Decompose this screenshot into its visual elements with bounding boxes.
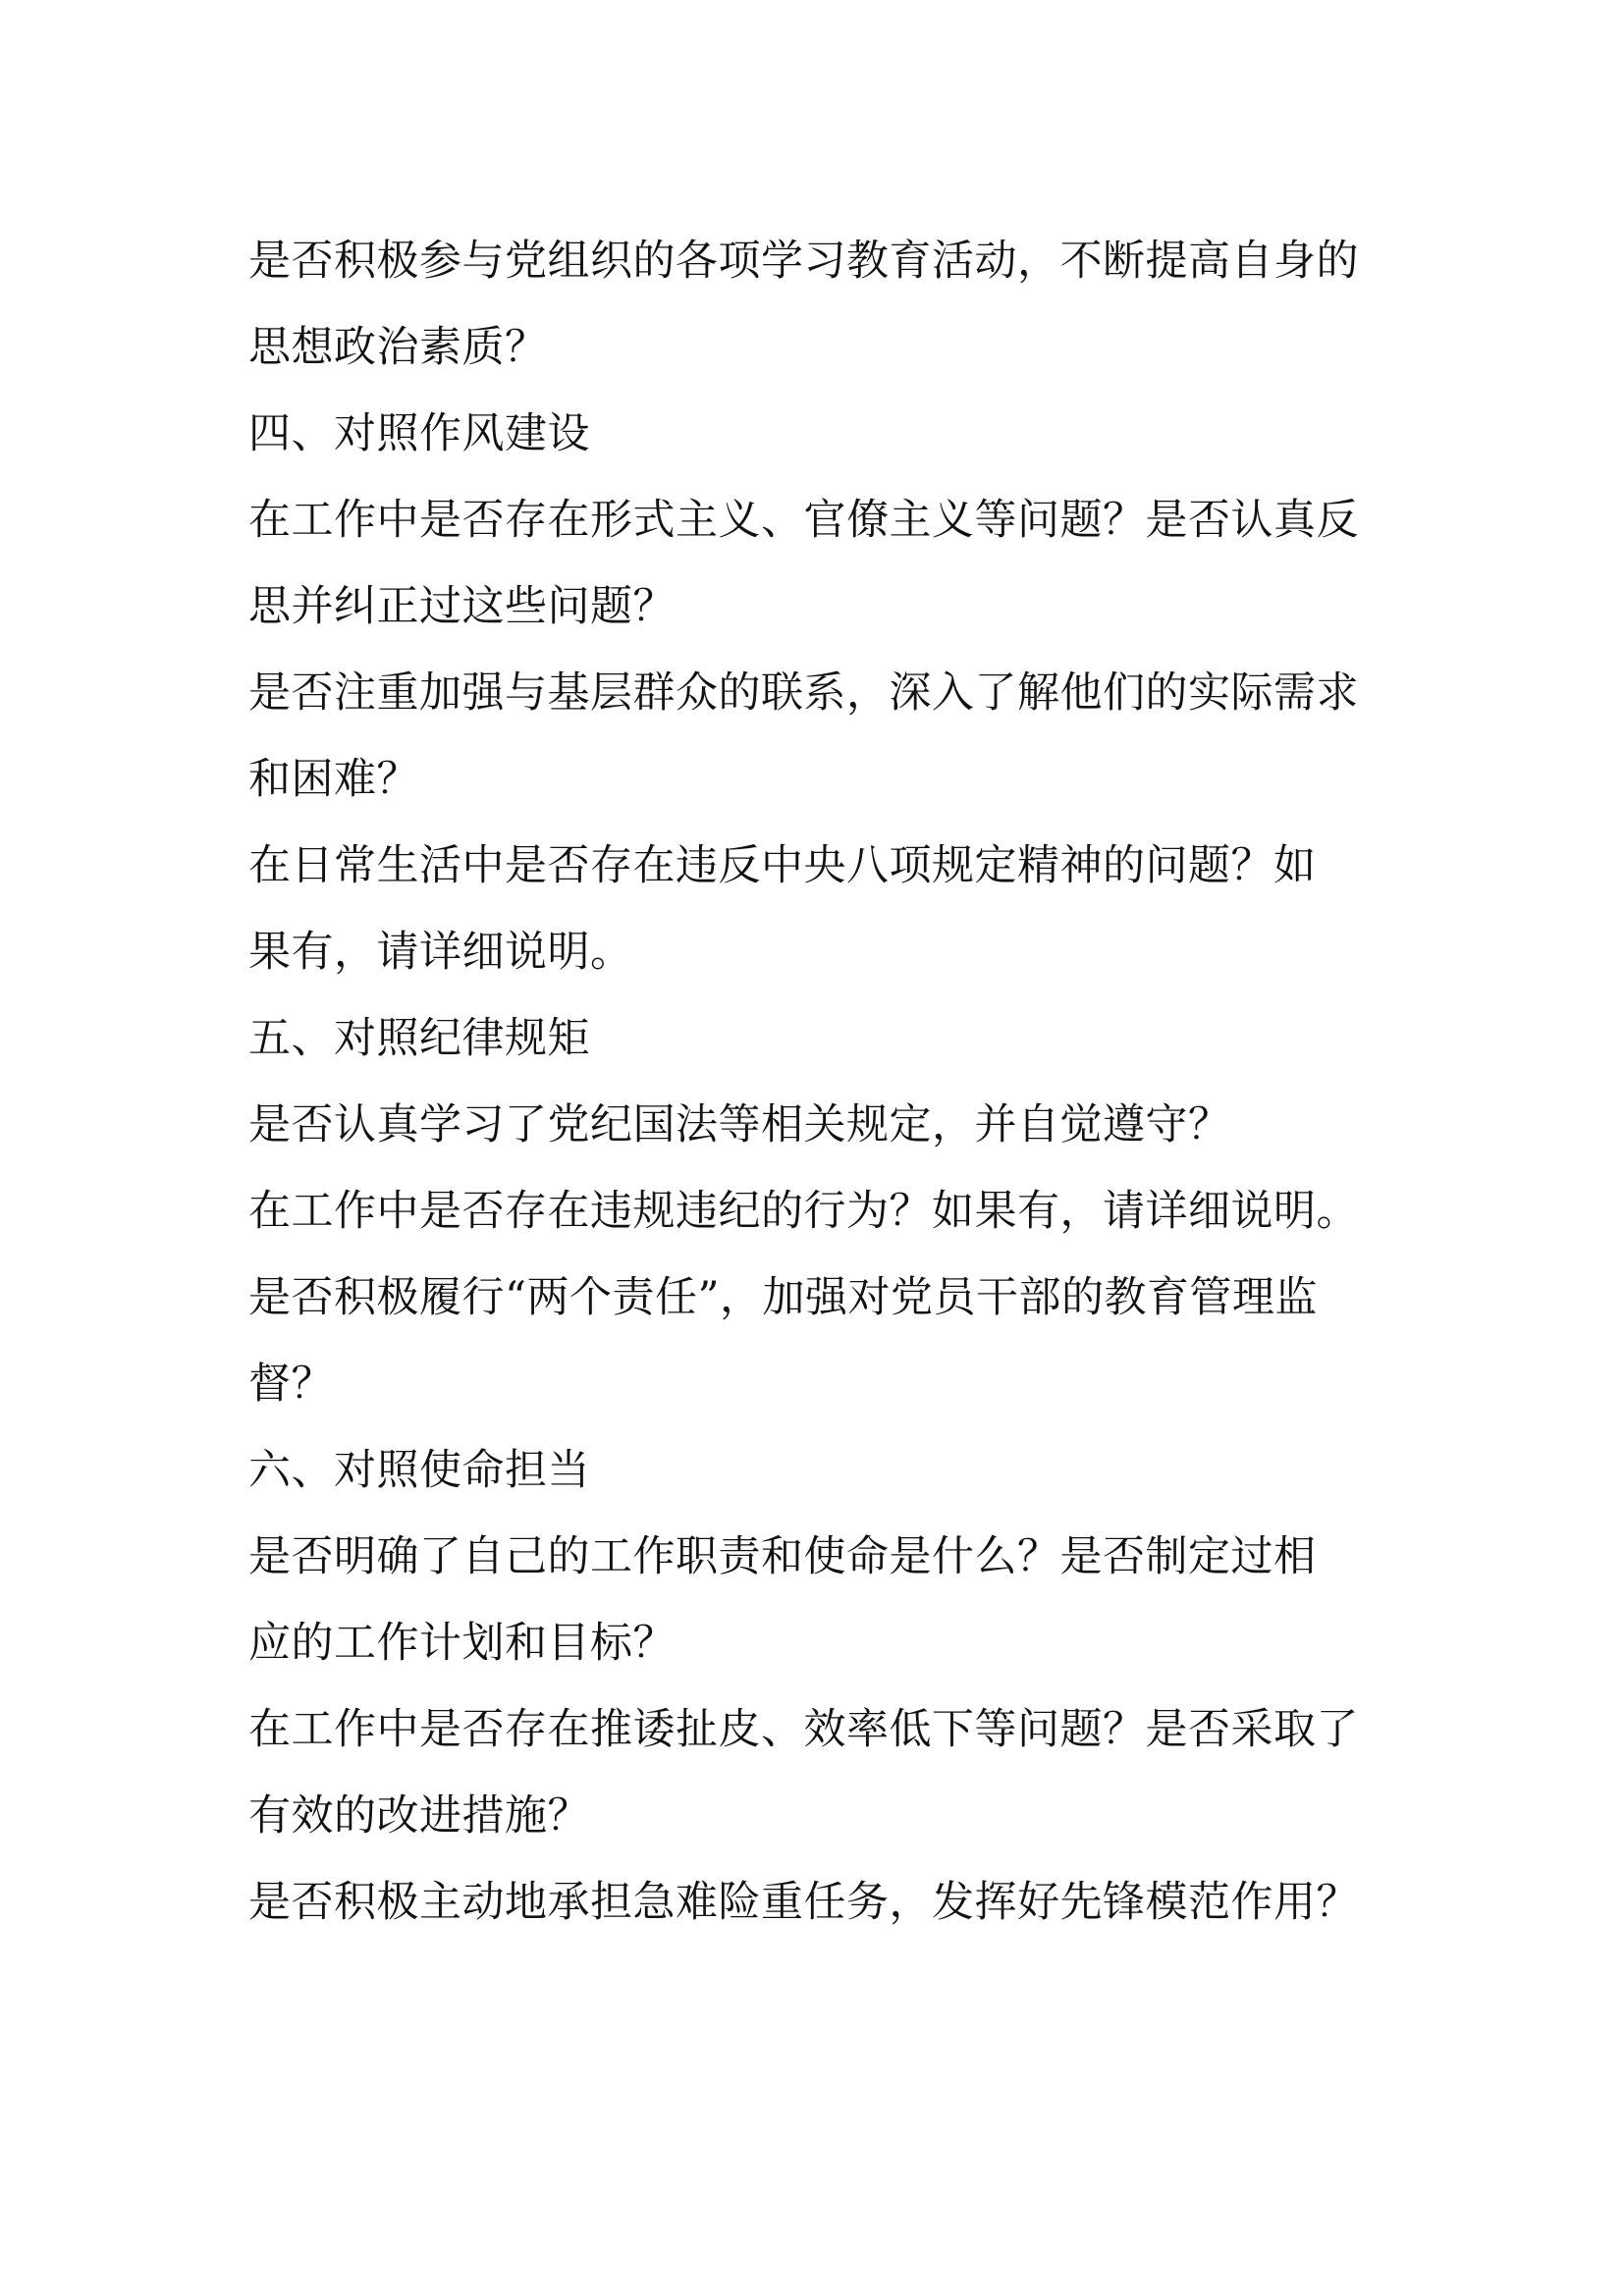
- document-body: [248, 218, 1397, 1946]
- paragraph-line: 是否积极履行“两个责任”，加强对党员干部的教育管理监: [248, 1273, 1318, 1322]
- paragraph-line: 在工作中是否存在推诿扯皮、效率低下等问题？是否采取了: [248, 1705, 1359, 1754]
- paragraph-line: 果有，请详细说明。: [248, 928, 633, 977]
- paragraph-line: 在工作中是否存在形式主义、官僚主义等问题？是否认真反: [248, 496, 1359, 545]
- section-heading: 四、对照作风建设: [248, 409, 590, 458]
- paragraph-line: 思想政治素质？: [248, 323, 548, 372]
- paragraph-line: 在工作中是否存在违规违纪的行为？如果有，请详细说明。: [248, 1187, 1359, 1236]
- paragraph-line: 督？: [248, 1360, 334, 1409]
- paragraph-line: 是否认真学习了党纪国法等相关规定，并自觉遵守？: [248, 1100, 1231, 1149]
- paragraph-line: 有效的改进措施？: [248, 1791, 590, 1841]
- paragraph-line: 应的工作计划和目标？: [248, 1619, 676, 1668]
- paragraph-line: 和困难？: [248, 755, 419, 804]
- paragraph-line: 是否积极主动地承担急难险重任务，发挥好先锋模范作用？: [248, 1878, 1359, 1927]
- paragraph-line: 是否积极参与党组织的各项学习教育活动，不断提高自身的: [248, 237, 1359, 286]
- paragraph-line: 是否明确了自己的工作职责和使命是什么？是否制定过相: [248, 1532, 1317, 1581]
- paragraph-line: 思并纠正过这些问题？: [248, 582, 676, 631]
- section-heading: 六、对照使命担当: [248, 1446, 590, 1495]
- section-heading: 五、对照纪律规矩: [248, 1014, 590, 1063]
- paragraph-line: 是否注重加强与基层群众的联系，深入了解他们的实际需求: [248, 668, 1359, 718]
- paragraph-line: 在日常生活中是否存在违反中央八项规定精神的问题？如: [248, 841, 1317, 890]
